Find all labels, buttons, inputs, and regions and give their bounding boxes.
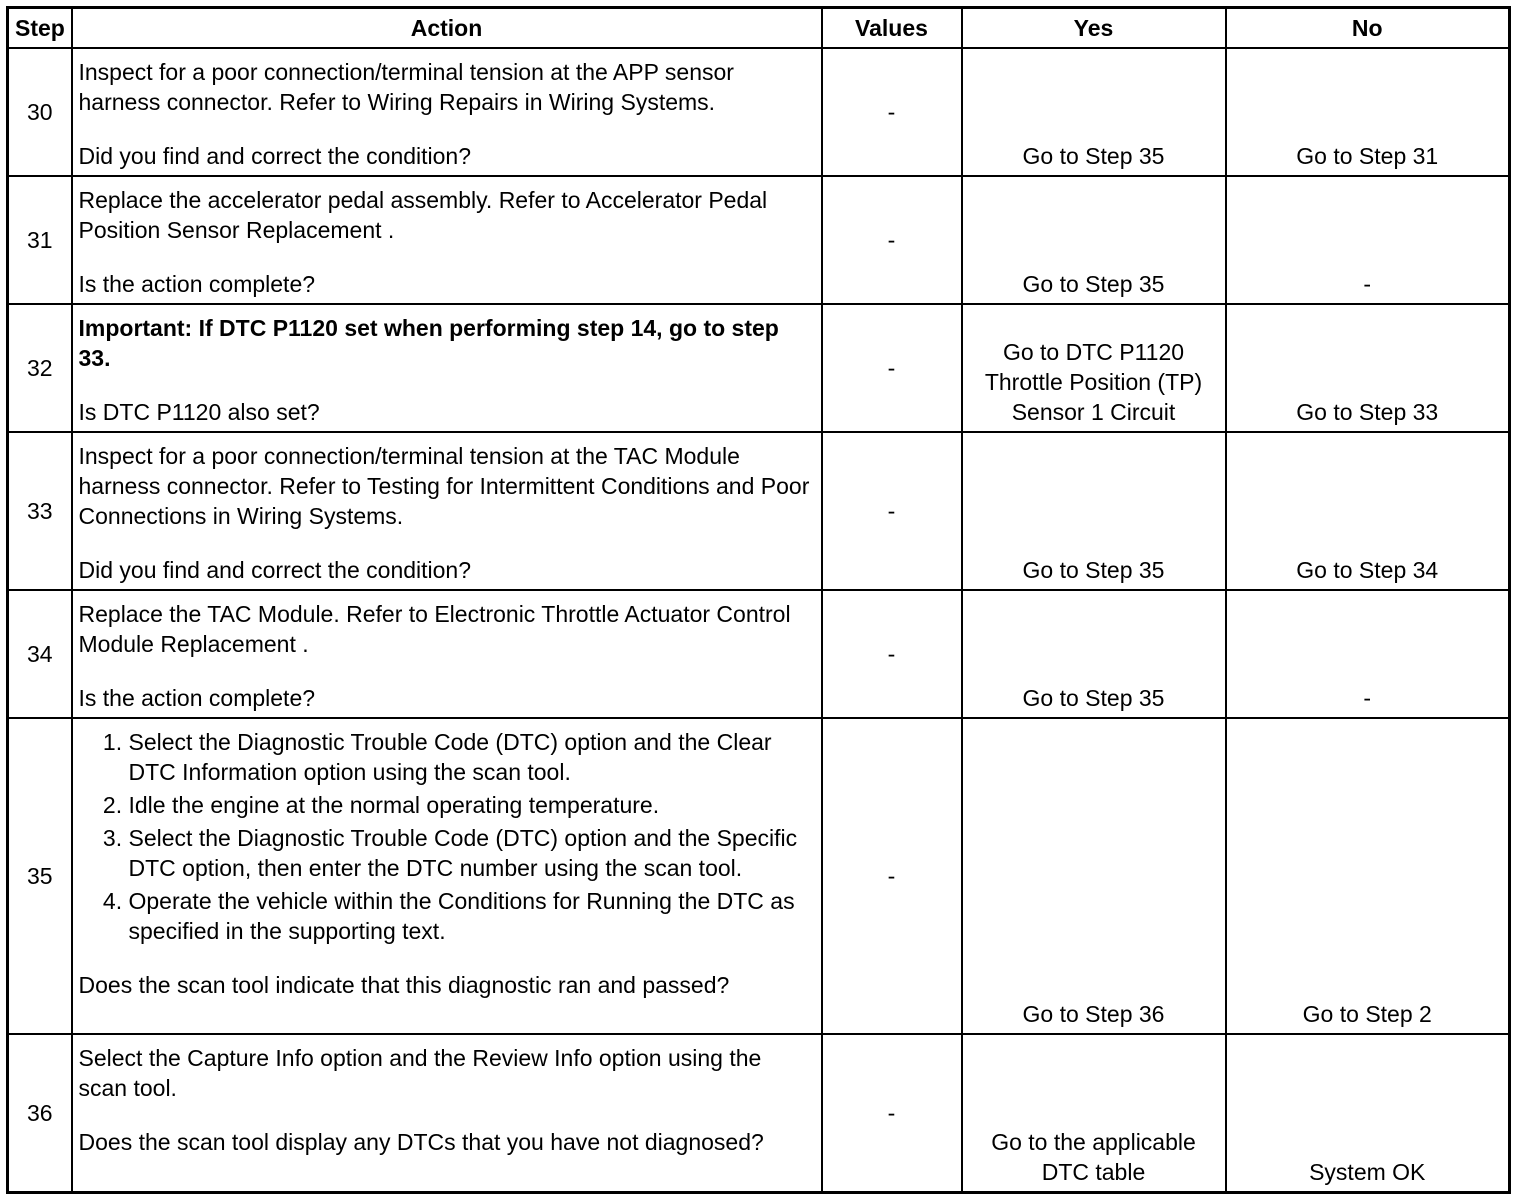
action-instruction: Select the Capture Info option and the Review Info option using the scan tool. — [78, 1045, 762, 1101]
yes-cell: Go to Step 35 — [962, 432, 1226, 590]
action-question: Does the scan tool display any DTCs that you have not diagnosed? — [78, 1129, 764, 1155]
action-cell — [72, 1034, 822, 1192]
procedure-list — [79, 727, 815, 946]
procedure-step: 2. Idle the engine at the normal operating temperature. — [129, 790, 815, 820]
table-row — [8, 1034, 1510, 1192]
yes-cell: Go to the applicable DTC table — [962, 1034, 1226, 1192]
header-action: Action — [72, 8, 822, 49]
no-cell: Go to Step 33 — [1226, 304, 1510, 432]
no-cell: System OK — [1226, 1034, 1510, 1192]
action-question: Did you find and correct the condition? — [78, 143, 472, 169]
action-cell — [72, 432, 822, 590]
yes-cell: Go to Step 35 — [962, 590, 1226, 718]
action-instruction: Inspect for a poor connection/terminal tension at the TAC Module harness connector. Refer to Testing for Intermittent Conditions and Poor Connections in Wiring Systems. — [78, 443, 810, 529]
action-question: Is DTC P1120 also set? — [78, 399, 320, 425]
table-row — [8, 590, 1510, 718]
step-number: 32 — [8, 304, 72, 432]
yes-cell: Go to Step 35 — [962, 176, 1226, 304]
procedure-step: 4. Operate the vehicle within the Conditions for Running the DTC as specified in the supporting text. — [129, 886, 815, 946]
header-step: Step — [8, 8, 72, 49]
action-cell — [72, 718, 822, 1034]
no-cell: - — [1226, 590, 1510, 718]
action-question: Is the action complete? — [78, 271, 316, 297]
values-cell: - — [822, 1034, 962, 1192]
table-row — [8, 48, 1510, 176]
header-yes: Yes — [962, 8, 1226, 49]
action-question: Does the scan tool indicate that this diagnostic ran and passed? — [78, 972, 730, 998]
action-question: Did you find and correct the condition? — [78, 557, 472, 583]
action-instruction: Inspect for a poor connection/terminal tension at the APP sensor harness connector. Refer to Wiring Repairs in Wiring Systems. — [78, 59, 734, 115]
step-number: 36 — [8, 1034, 72, 1192]
step-number: 35 — [8, 718, 72, 1034]
step-number: 34 — [8, 590, 72, 718]
action-cell — [72, 590, 822, 718]
values-cell: - — [822, 48, 962, 176]
header-row — [8, 8, 1510, 49]
table-row — [8, 304, 1510, 432]
table-row — [8, 432, 1510, 590]
values-cell: - — [822, 432, 962, 590]
action-cell — [72, 48, 822, 176]
step-number: 33 — [8, 432, 72, 590]
yes-cell: Go to DTC P1120 Throttle Position (TP) Sensor 1 Circuit — [962, 304, 1226, 432]
no-cell: Go to Step 2 — [1226, 718, 1510, 1034]
action-instruction: Replace the accelerator pedal assembly. Refer to Accelerator Pedal Position Sensor Replacement . — [78, 187, 768, 243]
header-values: Values — [822, 8, 962, 49]
yes-cell: Go to Step 35 — [962, 48, 1226, 176]
yes-cell: Go to Step 36 — [962, 718, 1226, 1034]
important-note: Important: If DTC P1120 set when performing step 14, go to step 33. — [78, 315, 779, 371]
action-instruction: Replace the TAC Module. Refer to Electronic Throttle Actuator Control Module Replacement . — [78, 601, 791, 657]
step-number: 31 — [8, 176, 72, 304]
values-cell: - — [822, 718, 962, 1034]
procedure-step: 1. Select the Diagnostic Trouble Code (DTC) option and the Clear DTC Information option using the scan tool. — [129, 727, 815, 787]
step-number: 30 — [8, 48, 72, 176]
procedure-step: 3. Select the Diagnostic Trouble Code (DTC) option and the Specific DTC option, then enter the DTC number using the scan tool. — [129, 823, 815, 883]
values-cell: - — [822, 590, 962, 718]
action-cell — [72, 176, 822, 304]
no-cell: - — [1226, 176, 1510, 304]
header-no: No — [1226, 8, 1510, 49]
diagnostic-table — [6, 6, 1511, 1194]
values-cell: - — [822, 304, 962, 432]
values-cell: - — [822, 176, 962, 304]
action-question: Is the action complete? — [78, 685, 316, 711]
table-row — [8, 718, 1510, 1034]
no-cell: Go to Step 34 — [1226, 432, 1510, 590]
action-cell — [72, 304, 822, 432]
table-row — [8, 176, 1510, 304]
no-cell: Go to Step 31 — [1226, 48, 1510, 176]
